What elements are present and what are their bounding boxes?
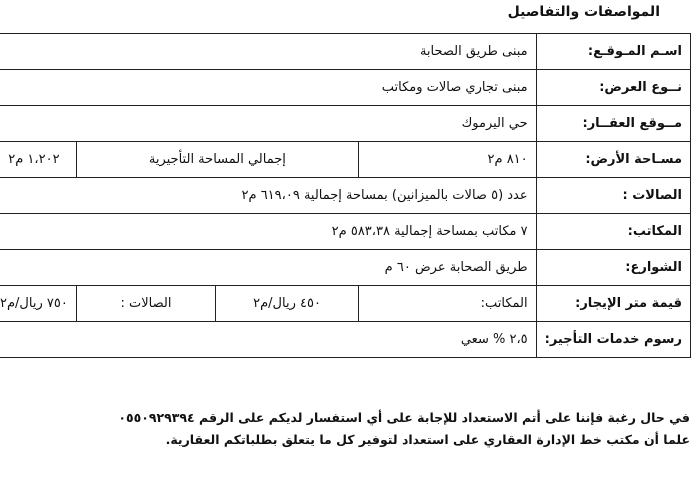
row-offer-type [0, 70, 691, 106]
property-location-label: مــوقع العقــار: [536, 106, 690, 142]
row-offices [0, 214, 691, 250]
rent-offices-label: المكاتب: [358, 286, 536, 322]
offices-value: ٧ مكاتب بمساحة إجمالية ٥٨٣،٣٨ م٢ [0, 214, 536, 250]
halls-label: الصالات : [536, 178, 690, 214]
halls-value: عدد (٥ صالات بالميزانين) بمساحة إجمالية ٦١٩،٠٩ م٢ [0, 178, 536, 214]
rent-fees-label: رسوم خدمات التأجير: [536, 322, 690, 358]
rent-halls-value: ٧٥٠ ريال/م٢ [0, 286, 76, 322]
rent-offices-value: ٤٥٠ ريال/م٢ [216, 286, 359, 322]
contact-note [0, 407, 690, 451]
property-location-value: حي اليرموك [0, 106, 536, 142]
rent-fees-value: ٢،٥ % سعي [0, 322, 536, 358]
rent-halls-label: الصالات : [76, 286, 215, 322]
total-rentable-area-label: إجمالي المساحة التأجيرية [76, 142, 358, 178]
streets-value: طريق الصحابة عرض ٦٠ م [0, 250, 536, 286]
offices-label: المكاتب: [536, 214, 690, 250]
location-name-value: مبنى طريق الصحابة [0, 34, 536, 70]
total-rentable-area-value: ١،٢٠٢ م٢ [0, 142, 76, 178]
office-note-line: علما أن مكتب خط الإدارة العقاري على استعداد لتوفير كل ما يتعلق بطلباتكم العقارية. [165, 432, 690, 447]
rent-price-label: قيمة متر الإيجار: [536, 286, 690, 322]
row-streets [0, 250, 691, 286]
row-rent-price [0, 286, 691, 322]
land-area-label: مسـاحة الأرض: [536, 142, 690, 178]
page-title: المواصفات والتفاصيل [507, 4, 660, 20]
row-rent-fees [0, 322, 691, 358]
row-halls [0, 178, 691, 214]
land-area-value: ٨١٠ م٢ [358, 142, 536, 178]
row-land-area [0, 142, 691, 178]
location-name-label: اسـم المـوقـع: [536, 34, 690, 70]
offer-type-value: مبنى تجاري صالات ومكاتب [0, 70, 536, 106]
row-property-location [0, 106, 691, 142]
row-location-name [0, 34, 691, 70]
offer-type-label: نــوع العرض: [536, 70, 690, 106]
streets-label: الشوارع: [536, 250, 690, 286]
specs-table [0, 33, 691, 358]
contact-line: في حال رغبة فإننا على أتم الاستعداد للإجابة على أي استفسار لديكم على الرقم ٠٥٥٠٩٢٩٣٩٤ [118, 410, 690, 425]
